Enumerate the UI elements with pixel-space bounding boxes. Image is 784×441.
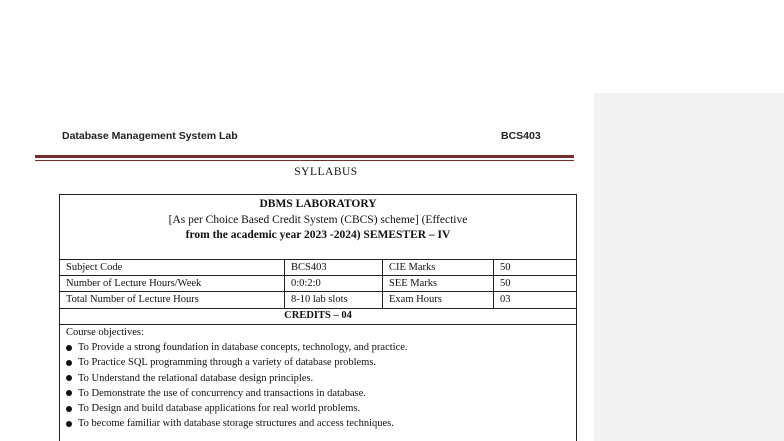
objective-text: To Demonstrate the use of concurrency and transactions in database. xyxy=(78,387,366,399)
row-label-2: SEE Marks xyxy=(383,276,494,292)
bullet-icon xyxy=(66,360,72,366)
credits-row: CREDITS – 04 xyxy=(60,309,576,325)
objectives-heading: Course objectives: xyxy=(66,327,144,338)
objective-text: To Design and build database applications for real world problems. xyxy=(78,403,361,415)
syllabus-heading: SYLLABUS xyxy=(294,166,358,178)
list-item xyxy=(66,386,571,401)
side-pane xyxy=(594,93,784,441)
course-title: DBMS LABORATORY xyxy=(259,198,377,210)
row-value: 0:0:2:0 xyxy=(285,276,383,292)
syllabus-table xyxy=(59,194,577,441)
semester-line: from the academic year 2023 -2024) SEMESTER – IV xyxy=(185,229,451,241)
bullet-icon xyxy=(66,390,72,396)
bullet-icon xyxy=(66,406,72,412)
objective-text: To become familiar with database storage structures and access techniques. xyxy=(78,418,394,430)
table-row xyxy=(60,260,576,276)
header-rule-thick xyxy=(35,155,574,158)
objective-text: To Provide a strong foundation in database concepts, technology, and practice. xyxy=(78,342,408,354)
header-rule-thin xyxy=(35,160,574,161)
list-item xyxy=(66,401,571,416)
row-label-2: Exam Hours xyxy=(383,292,494,308)
row-value-2: 50 xyxy=(500,262,511,273)
row-label: Number of Lecture Hours/Week xyxy=(60,276,285,292)
list-item xyxy=(66,416,571,431)
running-header-code: BCS403 xyxy=(501,130,541,142)
list-item xyxy=(66,371,571,386)
bullet-icon xyxy=(66,421,72,427)
row-value-2: 50 xyxy=(500,278,511,289)
row-label-2: CIE Marks xyxy=(383,260,494,276)
table-row xyxy=(60,276,576,292)
course-title-block xyxy=(60,195,576,260)
objective-text: To Practice SQL programming through a variety of database problems. xyxy=(78,357,377,369)
list-item xyxy=(66,355,571,370)
table-row xyxy=(60,292,576,309)
bullet-icon xyxy=(66,375,72,381)
running-header-title: Database Management System Lab xyxy=(62,130,238,142)
scheme-line: [As per Choice Based Credit System (CBCS) scheme] (Effective xyxy=(168,213,468,226)
objective-text: To Understand the relational database design principles. xyxy=(78,372,314,384)
objectives-list xyxy=(66,340,571,431)
row-label: Subject Code xyxy=(60,260,285,276)
row-value: BCS403 xyxy=(285,260,383,276)
list-item xyxy=(66,340,571,355)
bullet-icon xyxy=(66,345,72,351)
course-objectives xyxy=(66,325,571,431)
row-label: Total Number of Lecture Hours xyxy=(60,292,285,308)
row-value-2: 03 xyxy=(500,294,511,305)
row-value: 8-10 lab slots xyxy=(285,292,383,308)
